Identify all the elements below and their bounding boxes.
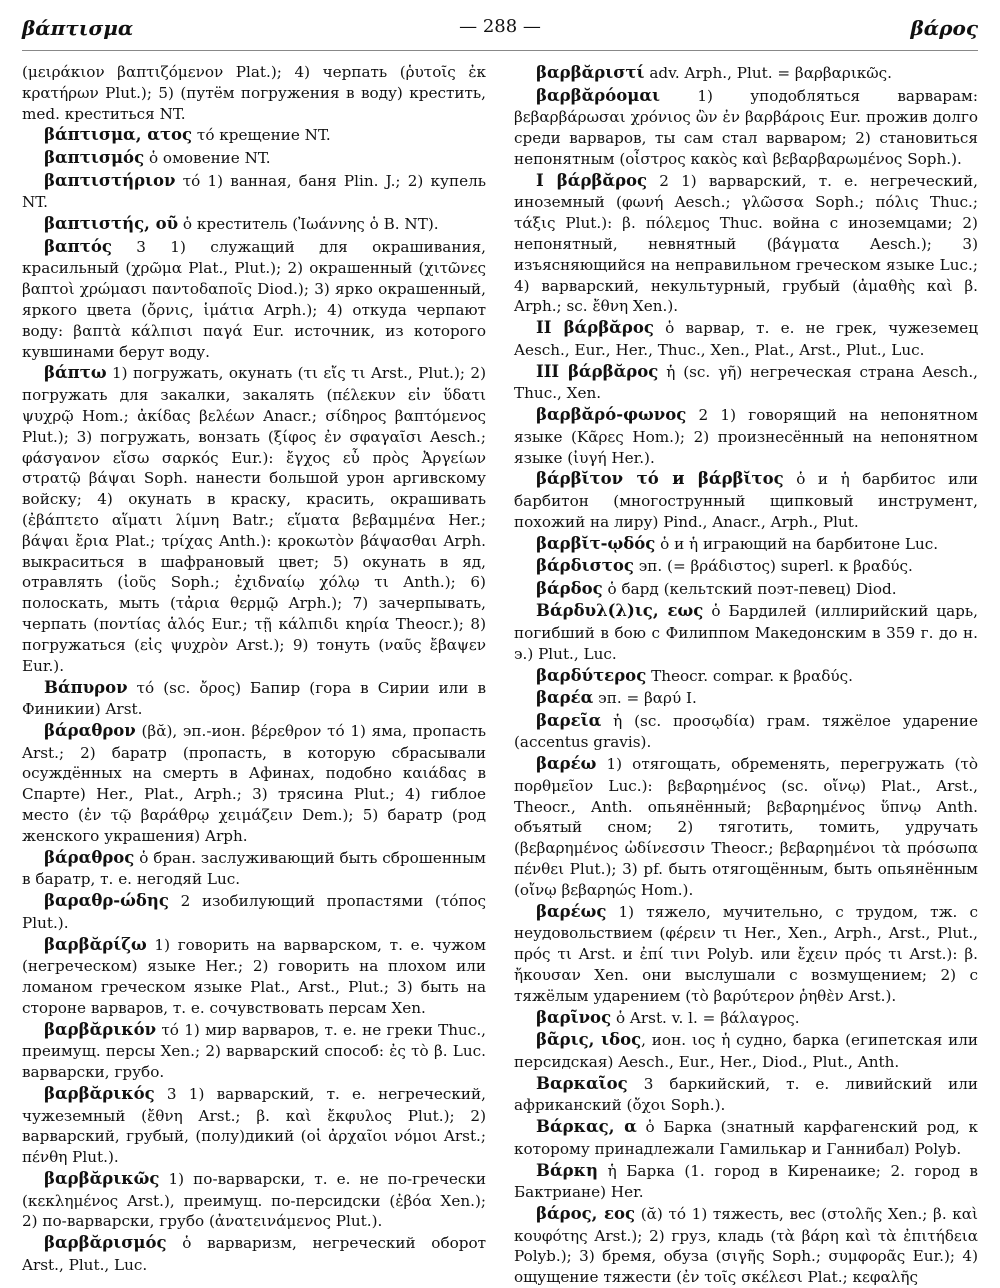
definition-text: (βᾰ), эп.-ион. βέρεθρον τό 1) яма, пропасть Arst.; 2) баратр (пропасть, в которую сбрасывали осуждённых на смерть в Афинах, подобно καιάδας в Спарте) Her., Plat., Arph.; 3) трясина Plut.; 4) гиблое место (ἐν τῷ βαράθρῳ χειμάζειν Dem.); 5) баратр (род женского украшения) Arph.	[22, 722, 486, 845]
headword: βάρβῐτον τό и βάρβῐτος	[536, 469, 784, 489]
dictionary-entry	[22, 890, 486, 933]
definition-text: 3 баркийский, т. е. ливийский или африканский (ὄχοι Soph.).	[514, 1074, 978, 1115]
definition-text: 1) уподобляться варварам: βεβαρβάρωσαι χρόνιος ὢν ἐν βαρβάροις Eur. прожив долго среди варваров, ты сам стал варваром; 2) становиться непонятным (οἶστρος κακὸς καὶ βεβαρβαρωμένος Soph.).	[514, 86, 978, 168]
dictionary-entry	[514, 361, 978, 404]
definition-text: 2 1) говорящий на непонятном языке (Κᾶρες Hom.); 2) произнесённый на непонятном языке (ἰυγή Her.).	[514, 406, 978, 467]
definition-text: ὁ и ἡ барбитос или барбитон (многострунный щипковый инструмент, похожий на лиру) Pind., Anacr., Arph., Plut.	[514, 470, 978, 531]
dictionary-entry	[514, 1160, 978, 1203]
definition-text: ἡ (sc. γῆ) негреческая страна Aesch., Thuc., Xen.	[514, 362, 978, 403]
headword: βαρβᾰρίζω	[44, 934, 147, 954]
dictionary-entry	[514, 901, 978, 1007]
headword: βάραθρον	[44, 721, 136, 741]
dictionary-body	[22, 62, 978, 1287]
headword: βαρβᾰρόομαι	[536, 85, 661, 105]
header-first-word: βάπτισμα	[22, 16, 134, 40]
headword: βᾶρις, ιδος	[536, 1030, 642, 1050]
headword: βαπτιστής, οῦ	[44, 214, 179, 234]
definition-text: 2 1) варварский, т. е. негреческий, иноземный (φωνή Aesch.; γλῶσσα Soph.; πόλις Thuc.; τάξις Plut.): β. πόλεμος Thuc. война с иноземцами; 2) непонятный, невнятный (βάγματα Aesch.); 3) изъясняющийся на неправильном греческом языке Luc.; 4) варварский, некультурный, грубый (ἀμαθὴς καὶ β. Arph.; sc. ἔθνη Xen.).	[514, 171, 978, 316]
definition-text: 3 1) варварский, т. е. негреческий, чужеземный (ἔθνη Arst.; β. καὶ ἔκφυλος Plut.); 2) варварский, грубый, (полу)дикий (οἱ ἀρχαῖοι νόμοι Arst.; πένθη Plut.).	[22, 1084, 486, 1167]
definition-text: 3 1) служащий для окрашивания, красильный (χρῶμα Plat., Plut.); 2) окрашенный (χιτῶνες βαπτοὶ χρώμασι παντοδαποῖς Diod.); 3) ярко окрашенный, яркого цвета (ὄρνις, ἱμάτια Arph.); 4) откуда черпают воду: βαπτὰ κάλπισι παγά Eur. источник, из которого кувшинами берут воду.	[22, 237, 486, 361]
definition-text: ὁ бран. заслуживающий быть сброшенным в баратр, т. е. негодяй Luc.	[22, 848, 486, 889]
headword: βάπτω	[44, 363, 107, 383]
headword: βαραθρ-ώδης	[44, 891, 169, 911]
headword: βαπτιστήριον	[44, 170, 176, 190]
dictionary-entry	[514, 85, 978, 170]
headword: βάπτισμα, ατος	[44, 125, 193, 145]
definition-text: ὁ омовение NT.	[144, 149, 271, 168]
headword: βαρβᾰρικός	[44, 1083, 155, 1103]
headword: βάρδιστος	[536, 556, 634, 576]
dictionary-entry	[514, 555, 978, 578]
dictionary-entry	[514, 1073, 978, 1116]
dictionary-entry	[514, 404, 978, 468]
headword: βαρεῖα	[536, 710, 602, 730]
definition-text: τό (sc. ὄρος) Бапир (гора в Сирии или в Финикии) Arst.	[22, 678, 486, 719]
definition-text: эп. (= βράδιστος) superl. к βραδύς.	[633, 557, 913, 576]
dictionary-entry	[22, 1083, 486, 1168]
definition-text: ἡ Барка (1. город в Киренаике; 2. город в Бактриане) Her.	[514, 1161, 978, 1202]
headword: βαρβᾰρισμός	[44, 1233, 167, 1253]
definition-text: ὁ варвар, т. е. не грек, чужеземец Aesch., Eur., Her., Thuc., Xen., Plat., Arst., Plut., Luc.	[514, 319, 978, 359]
headword: Βάπυρον	[44, 677, 128, 697]
dictionary-entry	[22, 1232, 486, 1275]
headword: βαρβᾰρό-φωνος	[536, 405, 687, 425]
dictionary-entry	[22, 847, 486, 890]
headword: Βάρκας, α	[536, 1117, 637, 1137]
dictionary-entry	[22, 147, 486, 170]
dictionary-entry	[22, 1168, 486, 1232]
dictionary-entry	[22, 934, 486, 1019]
headword: βαρβᾰρικῶς	[44, 1169, 160, 1189]
headword: βαρβᾰριστί	[536, 63, 645, 82]
headword: βάρδος	[536, 578, 603, 598]
definition-text: ὁ и ἡ играющий на барбитоне Luc.	[655, 534, 939, 553]
definition-text: (μειράκιον βαπτιζόμενον Plat.); 4) черпать (ῥυτοῖς ἐκ κρατήρων Plut.); 5) (путём погружения в воду) крестить, med. креститься NT.	[22, 63, 486, 123]
headword: Βαρκαῖος	[536, 1073, 628, 1093]
dictionary-entry	[514, 710, 978, 753]
definition-text: ὁ Бардилей (иллирийский царь, погибший в бою с Филиппом Македонским в 359 г. до н. э.) Plut., Luc.	[514, 602, 978, 663]
definition-text: ἡ (sc. προσῳδία) грам. тяжёлое ударение (accentus gravis).	[514, 711, 978, 752]
headword: βαπτισμός	[44, 148, 145, 168]
definition-text: τό 1) ванная, баня Plin. J.; 2) купель NT.	[22, 171, 486, 212]
dictionary-entry	[514, 170, 978, 318]
headword: βάραθρος	[44, 847, 135, 867]
definition-text: Theocr. compar. к βραδύς.	[646, 666, 853, 685]
definition-text: 1) отягощать, обременять, перегружать (τὸ πορθμεῖον Luc.): βεβαρημένος (sc. οἴνῳ) Plat., Arst., Theocr., Anth. опьянённый; βεβαρημένος ὕπνῳ Anth. объятый сном; 2) тяготить, томить, удручать (βεβαρημένος ὠδίνεσσιν Theocr.; βεβαρημένοι τὰ πρόσωπα πένθει Plut.); 3) pf. быть отягощённым, быть опьянённым (οἴνῳ βεβαρηώς Hom.).	[514, 755, 978, 899]
headword: Βάρκη	[536, 1160, 598, 1180]
headword: βαρέα	[536, 688, 594, 708]
definition-text: τό крещение NT.	[192, 126, 331, 145]
dictionary-entry	[514, 753, 978, 901]
headword: βαρέως	[536, 901, 607, 921]
dictionary-entry	[514, 1203, 978, 1288]
dictionary-entry	[22, 1019, 486, 1083]
headword: βαρέω	[536, 754, 597, 774]
definition-text: 1) по-варварски, т. е. не по-гречески (κεκλημένος Arst.), преимущ. по-персидски (ἐβόα Xen.); 2) по-варварски, грубо (ἀνατεινάμενος Plut.).	[22, 1170, 486, 1231]
headword: βαρβᾰρικόν	[44, 1019, 157, 1039]
dictionary-entry	[514, 62, 978, 85]
dictionary-entry	[514, 600, 978, 664]
dictionary-entry	[22, 170, 486, 213]
definition-text: adv. Arph., Plut. = βαρβαρικῶς.	[644, 64, 893, 82]
right-column	[514, 62, 978, 1287]
dictionary-entry	[514, 317, 978, 360]
headword: βάρος, εος	[536, 1203, 636, 1223]
definition-text: 1) тяжело, мучительно, с трудом, тж. с неудовольствием (φέρειν τι Her., Xen., Arph., Arst., Plut., πρός τι Arst. и ἐπί τινι Polyb. или ἔχειν πρός τι Arst.): β. ἤκουσαν Xen. они выслушали с возмущением; 2) с тяжёлым ударением (τὸ βαρύτερον ῥηθὲν Arst.).	[514, 902, 978, 1005]
dictionary-entry	[514, 665, 978, 688]
headword: I βάρβᾰρος	[536, 170, 648, 190]
dictionary-entry	[22, 362, 486, 676]
headword: βαπτός	[44, 236, 112, 256]
dictionary-entry	[22, 213, 486, 236]
definition-text: 1) говорить на варварском, т. е. чужом (негреческом) языке Her.; 2) говорить на плохом или ломаном греческом языке Plat., Arst., Plut.; 3) быть на стороне варваров, т. е. сочувствовать персам Xen.	[22, 935, 486, 1017]
definition-text: 1) погружать, окунать (τι εἴς τι Arst., Plut.); 2) погружать для закалки, закалять (πέλεκυν εἰν ὕδατι ψυχρῷ Hom.; ἀκίδας βελέων Anacr.; σίδηρος βαπτόμενος Plut.); 3) погружать, вонзать (ξίφος ἐν σφαγαῖσι Aesch.; φάσγανον εἴσω σαρκός Eur.): ἔγχος εὖ πρὸς Ἀργείων στρατῷ βάψαι Soph. нанести большой урон аргивскому войску; 4) окунать в краску, красить, окрашивать (ἐβάπτετο αἵματι λίμνη Batr.; εἵματα βεβαμμένα Her.; βάψαι ἔρια Plat.; τρίχας Anth.): κροκωτὸν βάψασθαι Arph. выкраситься в шафрановый цвет; 5) окунать в яд, отравлять (ἰοῦς Soph.; ἐχιδναίῳ χόλῳ τι Anth.); 6) полоскать, мыть (τἀρια θερμῷ Arph.); 7) зачерпывать, черпать (ποντίας ἁλός Eur.; τῇ κάλπιδι κηρία Theocr.); 8) погружаться (εἰς ψυχρὸν Arst.); 9) тонуть (ναῦς ἔβαψεν Eur.).	[22, 364, 486, 675]
dictionary-entry	[22, 62, 486, 124]
dictionary-entry	[514, 1116, 978, 1159]
definition-text: ὁ Arst. v. l. = βάλαγρος.	[611, 1008, 800, 1027]
definition-text: ὁ креститель (Ἰωάννης ὁ Β. NT).	[178, 215, 439, 234]
dictionary-entry	[514, 468, 978, 532]
dictionary-entry	[22, 236, 486, 363]
headword: βαρβῐτ-ῳδός	[536, 533, 656, 553]
definition-text: ὁ варваризм, негреческий оборот Arst., Plut., Luc.	[22, 1234, 486, 1274]
left-column	[22, 62, 486, 1276]
dictionary-entry	[514, 1029, 978, 1072]
definition-text: (ᾰ) τό 1) тяжесть, вес (στολῆς Xen.; β. καὶ κουφότης Arst.); 2) груз, кладь (τὰ βάρη καὶ τὰ ἐπιτήδεια Polyb.); 3) бремя, обуза (σιγῆς Soph.; συμφορᾶς Eur.); 4) ощущение тяжести (ἐν τοῖς σκέλεσι Plat.; κεφαλῆς	[514, 1204, 978, 1287]
dictionary-entry	[22, 677, 486, 720]
headword: βαρδύτερος	[536, 665, 647, 685]
headword: βαρῖνος	[536, 1007, 612, 1027]
dictionary-entry	[514, 687, 978, 710]
page-number: — 288 —	[459, 16, 541, 37]
definition-text: эп. = βαρύ I.	[593, 689, 697, 708]
header-last-word: βάρος	[910, 16, 978, 40]
definition-text: ὁ бард (кельтский поэт-певец) Diod.	[602, 579, 897, 598]
definition-text: , ион. ιος ἡ судно, барка (египетская или персидская) Aesch., Eur., Her., Diod., Plut., Anth.	[514, 1031, 978, 1071]
headword: II βάρβᾰρος	[536, 318, 654, 338]
headword: III βάρβᾰρος	[536, 361, 659, 381]
dictionary-entry	[22, 124, 486, 147]
definition-text: 2 изобилующий пропастями (τόπος Plut.).	[22, 892, 486, 932]
page-header	[22, 14, 978, 51]
dictionary-entry	[22, 720, 486, 847]
dictionary-entry	[514, 1007, 978, 1030]
dictionary-entry	[514, 578, 978, 601]
headword: Βάρδυλ(λ)ις, εως	[536, 601, 704, 621]
definition-text: ὁ Барка (знатный карфагенский род, к которому принадлежали Гамилькар и Ганнибал) Polyb.	[514, 1118, 978, 1158]
dictionary-entry	[514, 533, 978, 556]
definition-text: τό 1) мир варваров, т. е. не греки Thuc., преимущ. персы Xen.; 2) варварский способ: ἐς τὸ β. Luc. варварски, грубо.	[22, 1020, 486, 1082]
